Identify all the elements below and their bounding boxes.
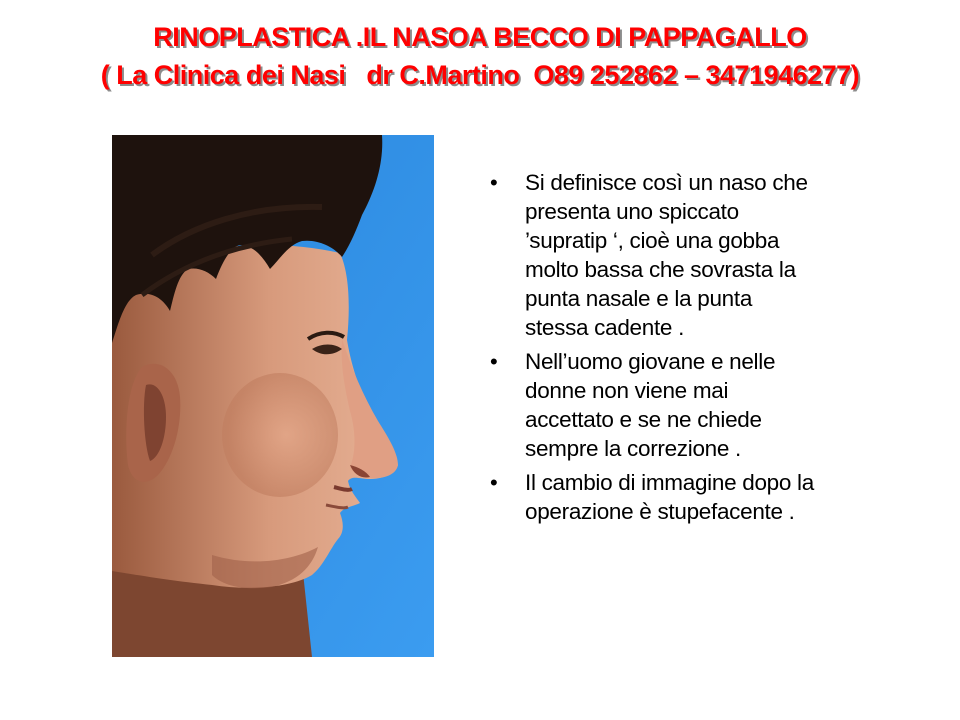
bullet-marker: • <box>490 349 498 374</box>
bullet-item <box>488 168 908 342</box>
bullet-text: Il cambio di immagine dopo la operazione è stupefacente . <box>525 470 814 524</box>
bullet-text: Si definisce così un naso che presenta uno spiccato ’supratip ‘, cioè una gobba molto bassa che sovrasta la punta nasale e la punta stessa cadente . <box>525 170 808 340</box>
bullet-item <box>488 468 908 526</box>
bullet-text: Nell’uomo giovane e nelle donne non viene mai accettato e se ne chiede sempre la correzione . <box>525 349 776 461</box>
bullet-marker: • <box>490 470 498 495</box>
title-line-2: ( La Clinica dei Nasi dr C.Martino O89 252862 – 3471946277) <box>100 60 860 90</box>
profile-photo <box>112 135 434 657</box>
bullet-list <box>488 168 908 531</box>
bullet-marker: • <box>490 170 498 195</box>
slide-title <box>0 18 960 94</box>
bullet-item <box>488 347 908 463</box>
profile-photo-illustration <box>112 135 434 657</box>
title-line-1: RINOPLASTICA .IL NASOA BECCO DI PAPPAGALLO <box>153 22 807 52</box>
